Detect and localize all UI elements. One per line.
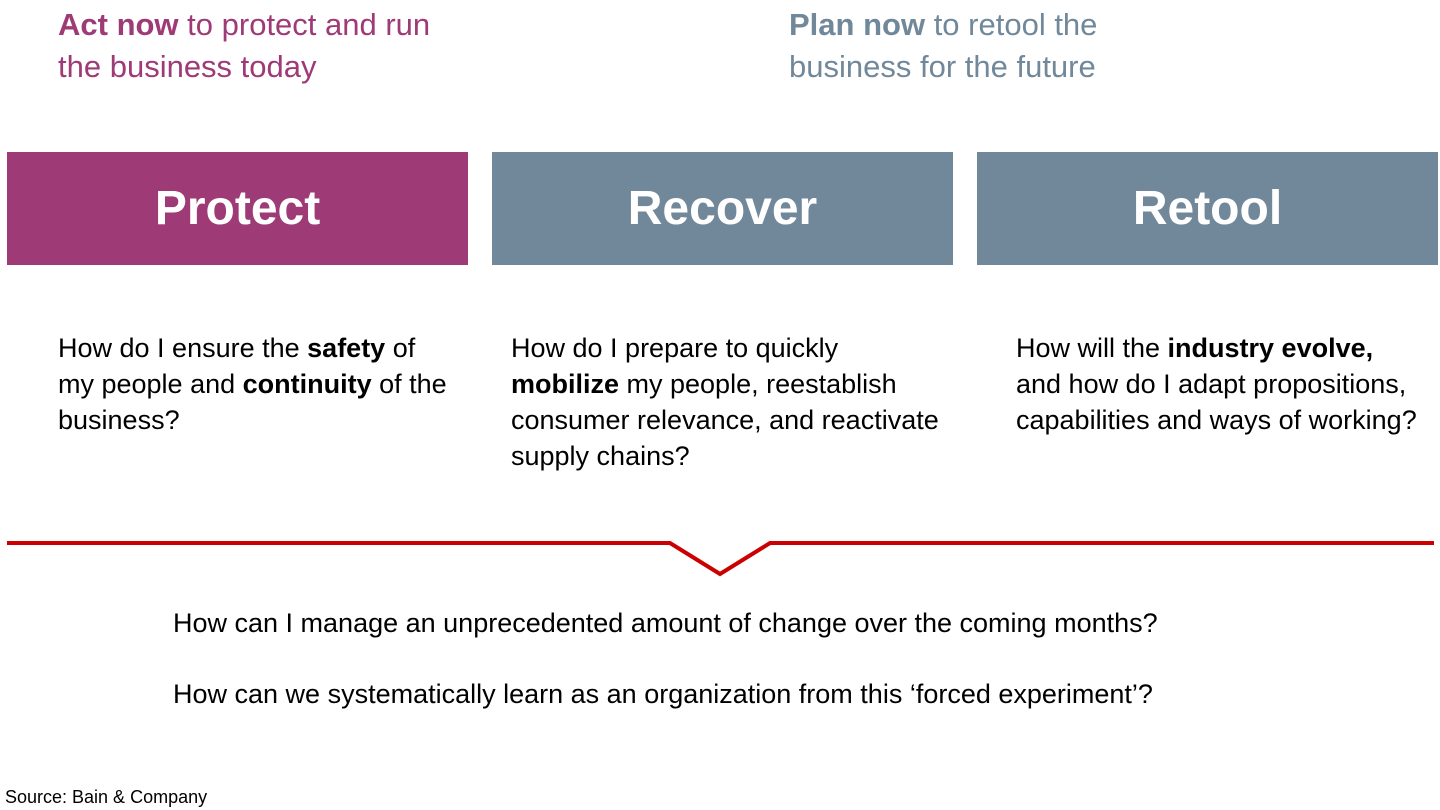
act-now-text: to protect and run the business today [58, 7, 431, 84]
recover-label: Recover [627, 182, 818, 235]
bottom-question-2: How can we systematically learn as an organization from this ‘forced experiment’? [173, 679, 1153, 709]
protect-question-text-1: How do I ensure the [58, 333, 308, 363]
protect-question-bold-1: safety [307, 333, 386, 363]
retool-question-bold-1: industry evolve, [1167, 333, 1374, 363]
retool-question [1016, 330, 1426, 438]
bottom-question-1: How can I manage an unprecedented amount of change over the coming months? [173, 608, 1158, 638]
recover-question [511, 330, 951, 474]
recover-question-text-1: How do I prepare to quickly [511, 333, 839, 363]
chevron-divider [0, 530, 1440, 580]
retool-box [977, 152, 1438, 265]
recover-question-bold-1: mobilize [511, 369, 620, 399]
plan-now-text: to retool the business for the future [789, 7, 1098, 84]
plan-now-header [789, 4, 1209, 88]
protect-question-bold-2: continuity [242, 369, 372, 399]
protect-question-text-2: of my people and [58, 333, 416, 399]
protect-question [58, 330, 458, 438]
retool-question-text-1: How will the [1016, 333, 1168, 363]
recover-question-text-2: my people, reestablish consumer relevance, and reactivate supply chains? [511, 369, 939, 471]
retool-question-text-2: and how do I adapt propositions, capabilities and ways of working? [1016, 333, 1417, 435]
act-now-label: Act now [58, 7, 179, 42]
source-note: Source: Bain & Company [5, 787, 208, 807]
retool-label: Retool [1132, 182, 1283, 235]
chevron-divider-line [7, 543, 1434, 574]
protect-question-text-3: of the business? [58, 369, 447, 435]
protect-label: Protect [154, 182, 321, 235]
plan-now-label: Plan now [789, 7, 926, 42]
protect-box [7, 152, 468, 265]
act-now-header [58, 4, 478, 88]
recover-box [492, 152, 953, 265]
